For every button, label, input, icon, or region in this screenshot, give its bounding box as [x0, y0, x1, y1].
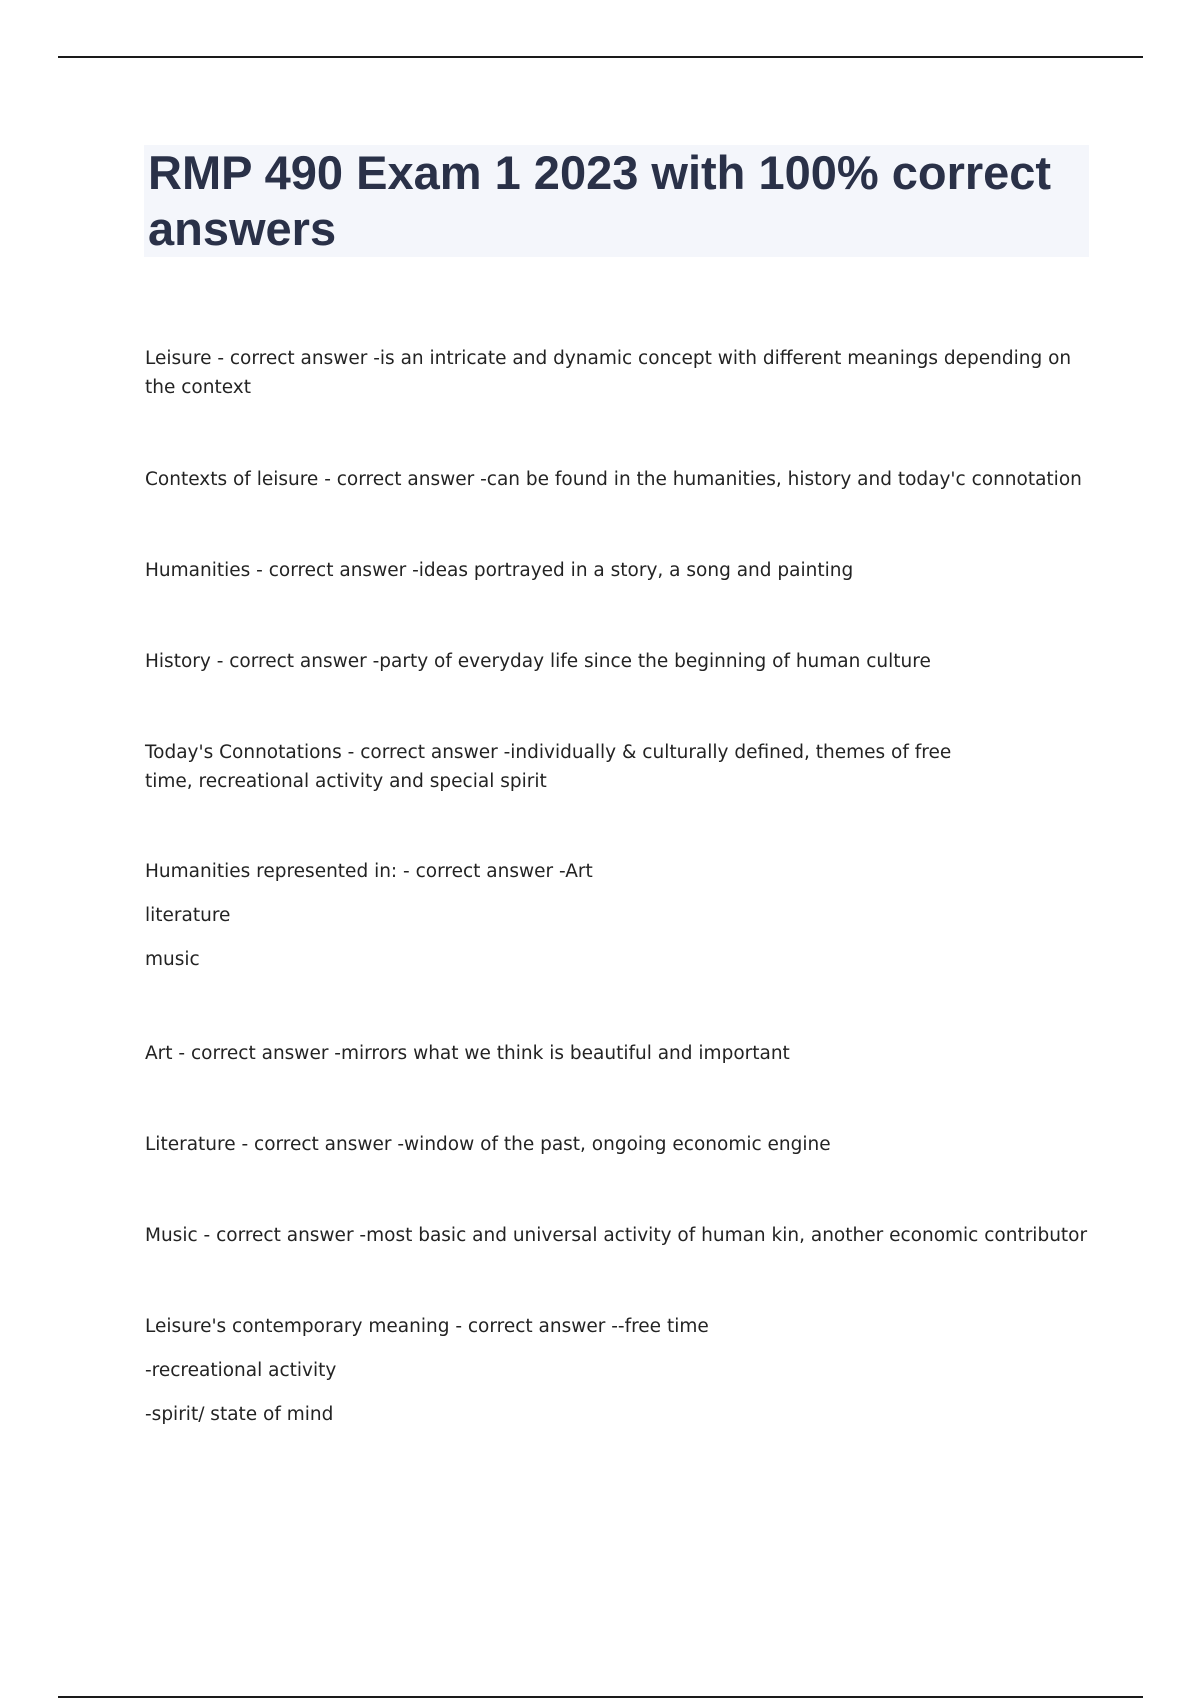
top-rule — [58, 56, 1143, 58]
qa-text: Contexts of leisure - correct answer -can be found in the humanities, history and today'c connotation — [145, 469, 1082, 490]
qa-entry-humanities — [145, 556, 853, 585]
qa-text: Leisure - correct answer -is an intricate and dynamic concept with different meanings depending on the context — [145, 348, 1072, 398]
qa-line: -recreational activity — [145, 1360, 337, 1381]
qa-line: literature — [145, 905, 231, 926]
document-title: RMP 490 Exam 1 2023 with 100% correct answers — [148, 146, 1052, 255]
qa-text: Today's Connotations - correct answer -individually & culturally defined, themes of free time, recreational activity and special spirit — [145, 742, 952, 792]
qa-text: Music - correct answer -most basic and universal activity of human kin, another economic contributor — [145, 1225, 1088, 1246]
qa-entry-leisure — [145, 344, 1090, 402]
qa-entry-contemporary-meaning — [145, 1312, 709, 1429]
qa-text: Humanities - correct answer -ideas portrayed in a story, a song and painting — [145, 560, 854, 581]
bottom-rule — [58, 1696, 1143, 1698]
qa-entry-humanities-represented — [145, 857, 593, 974]
qa-line: Leisure's contemporary meaning - correct answer --free time — [145, 1316, 709, 1337]
qa-line: Humanities represented in: - correct answer -Art — [145, 861, 593, 882]
qa-entry-literature — [145, 1130, 831, 1159]
qa-entry-art — [145, 1039, 790, 1068]
qa-entry-history — [145, 647, 931, 676]
qa-text: History - correct answer -party of everyday life since the beginning of human culture — [145, 651, 931, 672]
qa-text: Literature - correct answer -window of the past, ongoing economic engine — [145, 1134, 831, 1155]
qa-entry-todays-connotations — [145, 738, 985, 796]
qa-entry-music — [145, 1221, 1087, 1250]
title-block — [144, 145, 1089, 257]
qa-entry-contexts — [145, 465, 1082, 494]
qa-line: music — [145, 949, 200, 970]
qa-line: -spirit/ state of mind — [145, 1404, 334, 1425]
qa-text: Art - correct answer -mirrors what we think is beautiful and important — [145, 1043, 790, 1064]
